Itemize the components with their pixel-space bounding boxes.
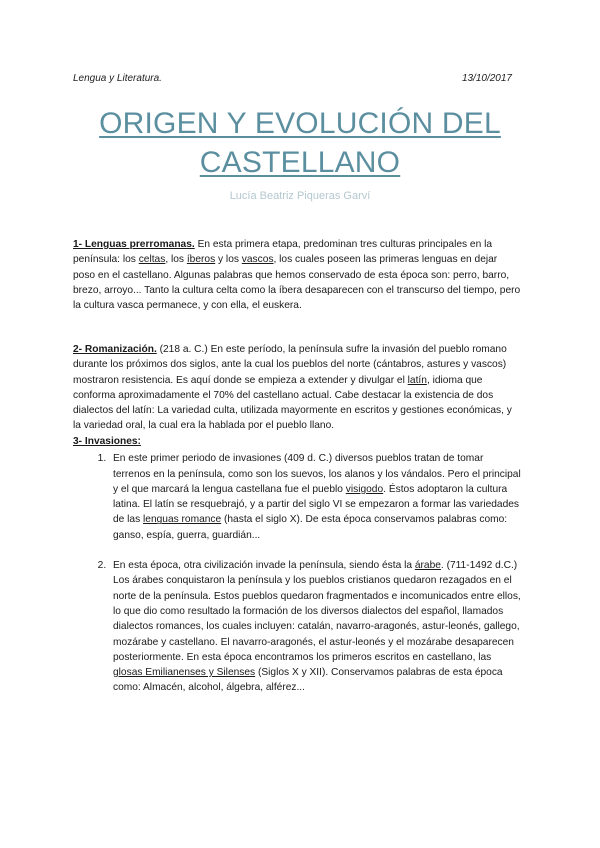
body-text: , los (165, 254, 187, 266)
page-header (73, 73, 512, 84)
body-text: . Éstos adoptaron la cultura latina. El latín se resquebrajó, y a partir del siglo VI se empezaron a formar las variedades de las (113, 483, 520, 526)
body-text: , los cuales poseen las primeras lenguas en dejar poso en el castellano. Algunas palabras que hemos conservado de esta época son: perro, barro, brezo, arroyo... Tanto la cultura celta como la íbera desaparecen con el transcurso del tiempo, pero la cultura vasca permanece, y con ella, el euskera. (73, 254, 521, 312)
term-arabe: árabe (414, 560, 441, 572)
body-text: En este primer periodo de invasiones (409 d. C.) diversos pueblos tratan de tomar terrenos en la península, como son los suevos, los alanos y los vándalos. Pero el principal y el que marcará la lengua castellana fue el pueblo (113, 453, 521, 495)
section-heading: 3- Invasiones: (73, 436, 141, 447)
list-item (109, 451, 521, 543)
term-iberos: íberos (186, 254, 216, 266)
section-heading-line (73, 434, 521, 449)
term-visigodo: visigodo (345, 483, 384, 495)
body-text: y los (215, 254, 242, 266)
term-latin: latín (407, 374, 427, 386)
body-text: (Siglos X y XII). Conservamos palabras de esta época como: Almacén, alcohol, álgebra, alférez... (113, 667, 503, 694)
date-label: 13/10/2017 (461, 73, 512, 84)
list-item (109, 558, 521, 696)
section-romanizacion (73, 342, 521, 434)
term-celtas: celtas (138, 254, 166, 266)
section-invasiones (73, 434, 521, 696)
term-lenguas-romance: lenguas romance (143, 514, 222, 526)
section-paragraph (73, 237, 521, 313)
body-text: En esta época, otra civilización invade la península, siendo ésta la (113, 560, 415, 572)
section-heading: 1- Lenguas prerromanas. (73, 239, 195, 250)
body-text: (218 a. C.) En este período, la península sufre la invasión del pueblo romano durante los próximos dos siglos, ante la cual los pueblos del norte (cántabros, astures y vascos) mostraron resistencia. Es aquí donde se empieza a extender y divulgar el (73, 344, 507, 386)
term-vascos: vascos (241, 254, 274, 266)
section-lenguas-prerromanas (73, 237, 521, 313)
term-glosas: glosas Emilianenses y Silenses (113, 667, 256, 679)
section-paragraph (73, 342, 521, 434)
body-text: (hasta el siglo X). De esta época conservamos palabras como: ganso, espía, guerra, guardián... (113, 514, 508, 541)
document-title: ORIGEN Y EVOLUCIÓN DEL CASTELLANO (99, 107, 501, 179)
body-text: , idioma que conforma aproximadamente el 70% del castellano actual. Cabe destacar la existencia de dos dialectos del latín: La variedad culta, utilizada mayormente en escritos y gestiones económicas, y la variedad oral, la cual era la hablada por el pueblo llano. (73, 374, 512, 432)
body-text: En esta primera etapa, predominan tres culturas principales en la península: los (73, 239, 493, 266)
subject-label: Lengua y Literatura. (73, 73, 162, 84)
invasions-list (73, 451, 521, 695)
body-text: . (711-1492 d.C.) Los árabes conquistaron la península y los pueblos cristianos quedaron rezagados en el norte de la península. Estos pueblos quedaron fragmentados e incomunicados entre ellos, lo que dio como resultado la formación de los diversos dialectos del español, llamados dialectos romances, los cuales incluyen: catalán, navarro-aragonés, astur-leonés, gallego, mozárabe y castellano. El navarro-aragonés, el astur-leonés y el mozárabe desaparecen posteriormente. En esta época encontramos los primeros escritos en castellano, las (113, 560, 521, 663)
section-heading: 2- Romanización. (73, 344, 157, 355)
author-name: Lucía Beatriz Piqueras Garví (229, 190, 371, 202)
